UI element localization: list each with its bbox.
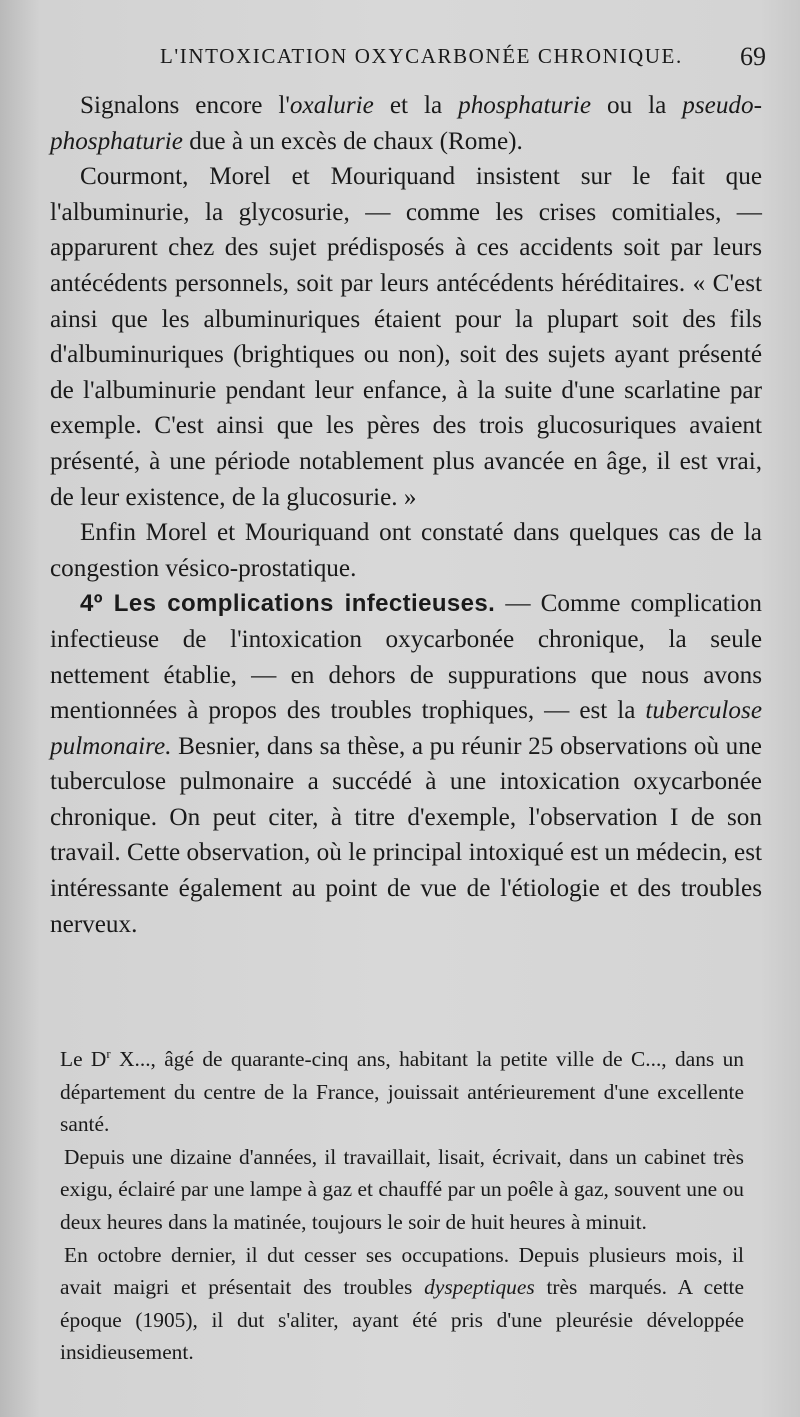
observation-excerpt — [60, 1043, 744, 1369]
text-run: très marqués. A cette époque (1905), il dut s'aliter, ayant été pris d'une pleurésie développée insidieusement. — [60, 1275, 744, 1365]
text-run: due à un excès de chaux (Rome). — [182, 127, 523, 155]
running-head — [160, 44, 770, 78]
text-run: En octobre dernier, il dut cesser ses occupations. Depuis plusieurs mois, il avait maigri et présentait des troubles — [60, 1242, 744, 1300]
superscript: r — [106, 1046, 111, 1061]
observation-paragraph: Depuis une dizaine d'années, il travaillait, lisait, écrivait, dans un cabinet très exigu, éclairé par une lampe à gaz et chauffé par un poêle à gaz, souvent une ou deux heures dans la matinée, toujours le soir de huit heures à minuit. — [60, 1144, 744, 1234]
text-run: ou la — [591, 92, 683, 119]
italic-term: oxalurie — [289, 92, 374, 119]
paragraph-oxalurie — [50, 88, 762, 159]
text-run: Besnier, dans sa thèse, a pu réunir 25 observations où une tuberculose pulmonaire a succédé à une intoxication oxycarbonée chronique. On peut citer, à titre d'exemple, l'observation I de son travail. Cette observation, où le principal intoxiqué est un médecin, est intéressante également au point de vue de l'étiologie et des troubles nerveux. — [50, 732, 762, 938]
text-run: X..., âgé de quarante-cinq ans, habitant la petite ville de C..., dans un département du centre de la France, jouissait antérieurement d'une excellente santé. — [60, 1047, 745, 1137]
text-run: — Comme complication infectieuse de l'intoxication oxycarbonée chronique, la seule nettement établie, — en dehors de suppurations que nous avons mentionnées à propos des troubles trophiques, — est la — [50, 590, 762, 725]
running-title: L'INTOXICATION OXYCARBONÉE CHRONIQUE. — [160, 44, 683, 68]
italic-term: pseudo-phosphaturie — [50, 92, 762, 155]
text-run: et la — [373, 92, 459, 119]
paragraph-complications — [50, 586, 762, 942]
text-run: Le D — [60, 1047, 107, 1071]
italic-term: dyspeptiques — [424, 1275, 535, 1300]
section-heading: 4º Les complications infectieuses. — [80, 590, 496, 618]
text-run: Signalons encore l' — [80, 92, 290, 119]
paragraph-courmont: Courmont, Morel et Mouriquand insistent sur le fait que l'albuminurie, la glycosurie, — comme les crises comitiales, — apparurent chez des sujet prédisposés à ces accidents soit par leurs antécédents personnels, soit par leurs antécédents héréditaires. « C'est ainsi que les albuminuriques étaient pour la plupart soit des fils d'albuminuriques (brightiques ou non), soit des sujets ayant présenté de l'albuminurie pendant leur enfance, à la suite d'une scarlatine par exemple. C'est ainsi que les pères des trois glucosuriques avaient présenté, à une période notablement plus avancée en âge, il est vrai, de leur existence, de la glucosurie. » — [50, 163, 762, 511]
paragraph-morel: Enfin Morel et Mouriquand ont constaté dans quelques cas de la congestion vésico-prostatique. — [50, 519, 762, 582]
italic-term: tuberculose pulmonaire. — [50, 697, 762, 760]
observation-paragraph — [60, 1043, 744, 1141]
italic-term: phosphaturie — [458, 92, 592, 119]
main-text — [50, 88, 762, 942]
page-number: 69 — [740, 42, 766, 71]
observation-paragraph — [60, 1239, 744, 1369]
